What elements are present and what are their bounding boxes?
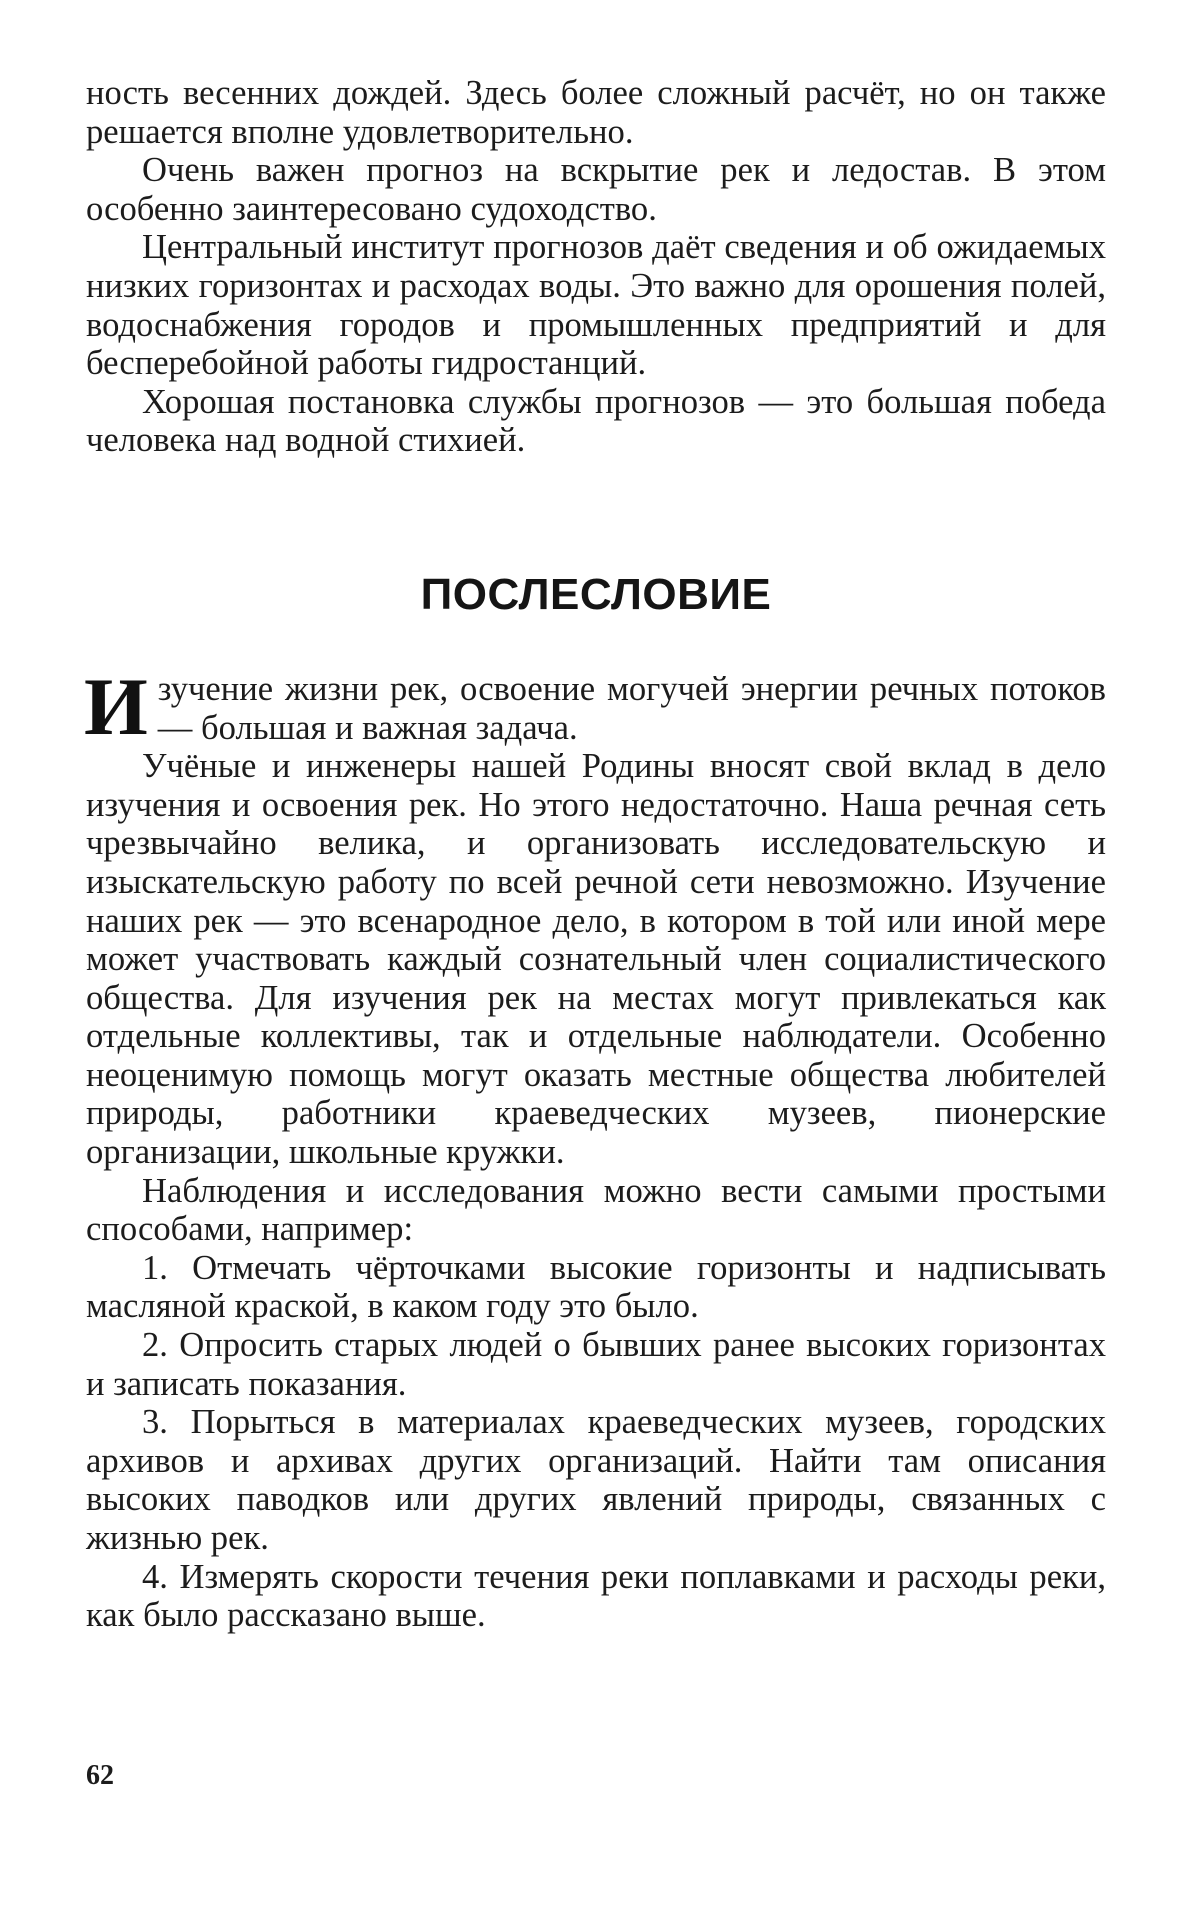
- paragraph-spring-rains: ность весенних дождей. Здесь более сложный расчёт, но он также решается вполне удовлетворительно.: [86, 74, 1106, 151]
- page-number: 62: [86, 1760, 114, 1791]
- paragraph-ice-forecast: Очень важен прогноз на вскрытие рек и ледостав. В этом особенно заинтересовано судоходство.: [86, 151, 1106, 228]
- paragraph-forecast-institute: Центральный институт прогнозов даёт сведения и об ожидаемых низких горизонтах и расходах воды. Это важно для орошения полей, водоснабжения городов и промышленных предприятий и для бесперебойной работы гидростанций.: [86, 228, 1106, 383]
- list-item-ask-elders: 2. Опросить старых людей о бывших ранее высоких горизонтах и записать показания.: [86, 1326, 1106, 1403]
- paragraph-scientists: Учёные и инженеры нашей Родины вносят свой вклад в дело изучения и освоения рек. Но этого недостаточно. Наша речная сеть чрезвычайно велика, и организовать исследовательскую и изыскательскую работу по всей речной сети невозможно. Изучение наших рек — это всенародное дело, в котором в той или иной мере может участвовать каждый сознательный член социалистического общества. Для изучения рек на местах могут привлекаться как отдельные коллективы, так и отдельные наблюдатели. Особенно неоценимую помощь могут оказать местные общества любителей природы, работники краеведческих музеев, пионерские организации, школьные кружки.: [86, 747, 1106, 1172]
- list-item-measure-flow: 4. Измерять скорости течения реки поплавками и расходы реки, как было рассказано выше.: [86, 1557, 1106, 1635]
- list-item-search-archives: 3. Порыться в материалах краеведческих музеев, городских архивов и архивах других организаций. Найти там описания высоких паводков или других явлений природы, связанных с жизнью рек.: [86, 1403, 1106, 1557]
- intro-text: зучение жизни рек, освоение могучей энергии речных потоков — большая и важная задача.: [157, 669, 1106, 747]
- page-body: [86, 74, 1106, 1635]
- paragraph-forecast-service: Хорошая постановка службы прогнозов — это большая победа человека над водной стихией.: [86, 382, 1106, 460]
- drop-cap-letter: И: [84, 660, 148, 752]
- paragraph-observations: Наблюдения и исследования можно вести самыми простыми способами, например:: [86, 1171, 1106, 1249]
- paragraph-afterword-intro: [84, 660, 1106, 752]
- list-item-mark-horizons: 1. Отмечать чёрточками высокие горизонты и надписывать масляной краской, в каком году это было.: [86, 1248, 1106, 1326]
- section-heading-afterword: ПОСЛЕСЛОВИЕ: [420, 569, 772, 619]
